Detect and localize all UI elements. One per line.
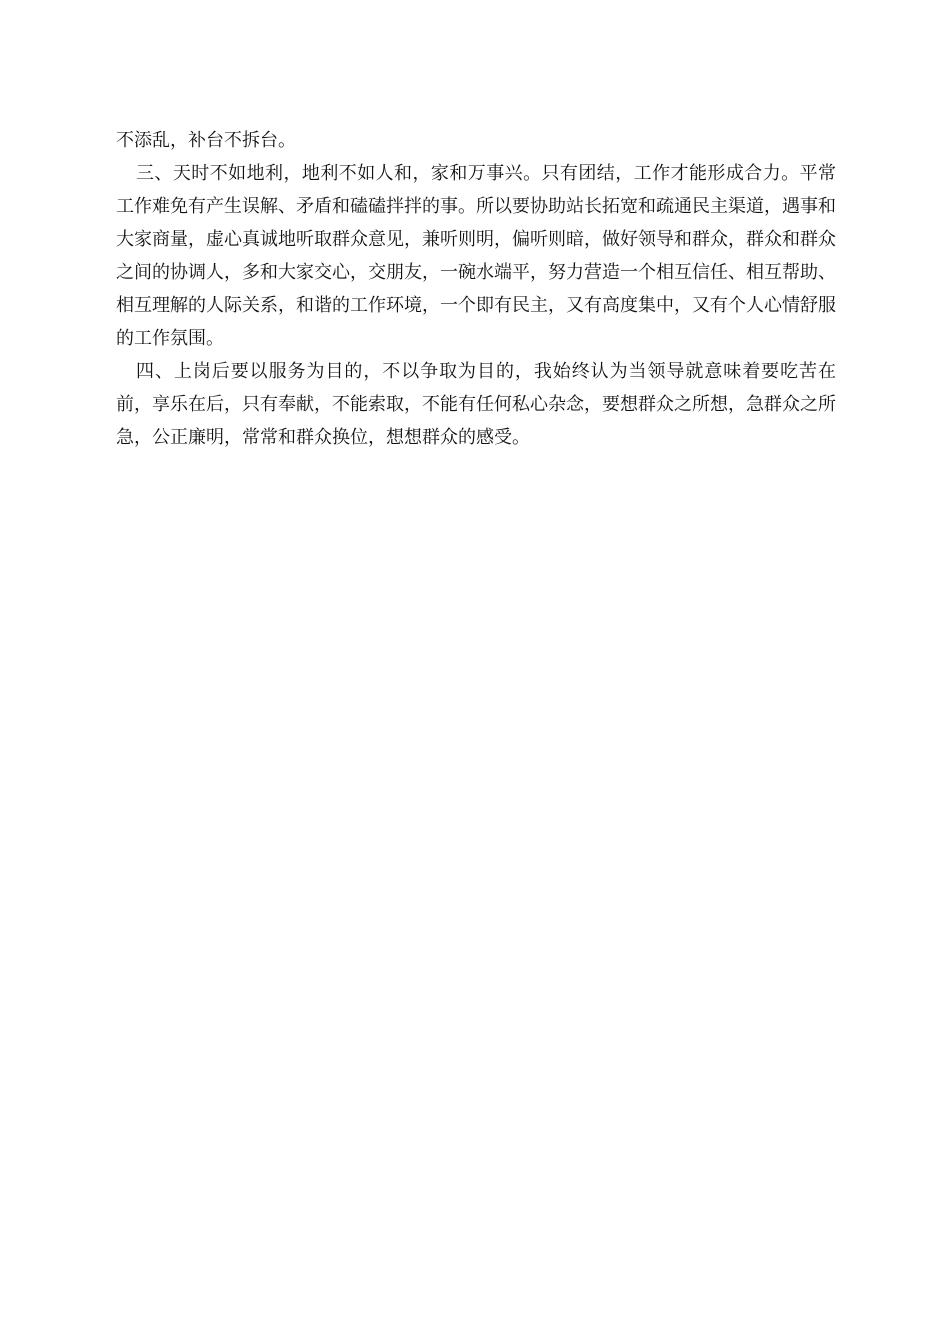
document-body (116, 124, 836, 454)
paragraph-point-four: 四、上岗后要以服务为目的，不以争取为目的，我始终认为当领导就意味着要吃苦在前，享乐在后，只有奉献，不能索取，不能有任何私心杂念，要想群众之所想，急群众之所急，公正廉明，常常和群众换位，想想群众的感受。 (116, 361, 836, 448)
paragraph-point-three: 三、天时不如地利，地利不如人和，家和万事兴。只有团结，工作才能形成合力。平常工作难免有产生误解、矛盾和磕磕拌拌的事。所以要协助站长拓宽和疏通民主渠道，遇事和大家商量，虚心真诚地听取群众意见，兼听则明，偏听则暗，做好领导和群众，群众和群众之间的协调人，多和大家交心，交朋友，一碗水端平，努力营造一个相互信任、相互帮助、相互理解的人际关系，和谐的工作环境，一个即有民主，又有高度集中，又有个人心情舒服的工作氛围。 (116, 163, 836, 349)
paragraph-continuation: 不添乱，补台不拆台。 (116, 130, 296, 151)
